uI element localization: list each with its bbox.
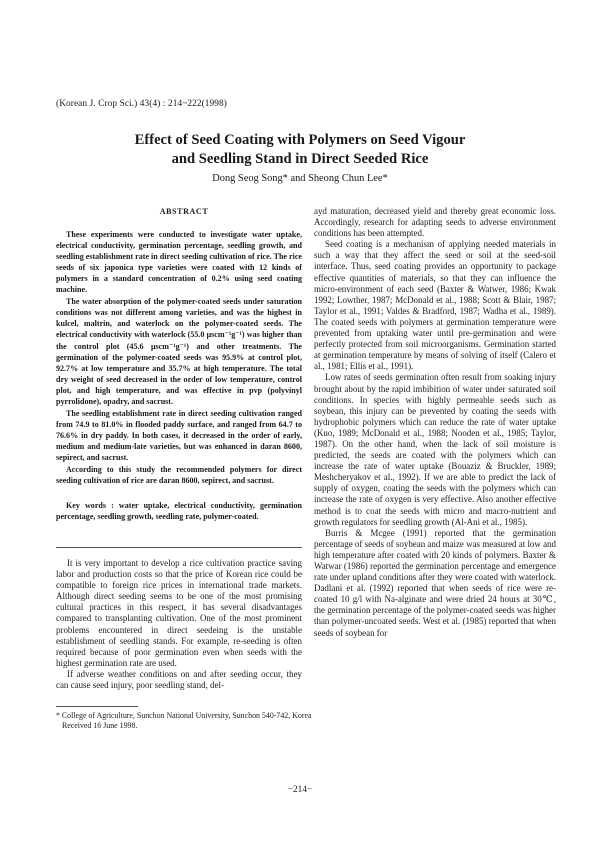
abstract-section — [56, 206, 302, 522]
body-paragraph: If adverse weather conditions on and after seeding occur, they can cause seed injury, poor seedling stand, del- — [56, 668, 302, 691]
title-line-1: Effect of Seed Coating with Polymers on Seed Vigour — [134, 132, 466, 148]
page-number: −214− — [287, 785, 313, 795]
abstract-paragraph: These experiments were conducted to investigate water uptake, electrical conductivity, germination percentage, seedling growth, and seedling establishment rate in direct seeding cultivation of rice. The rice seeds of six japonica type varieties were coated with 12 kinds of polymers in a standard concentration of 0.2% using seed coating machine. — [56, 230, 302, 295]
section-divider — [56, 547, 302, 548]
introduction-right — [314, 206, 556, 639]
journal-reference: (Korean J. Crop Sci.) 43(4) : 214~222(1998) — [56, 99, 227, 109]
body-paragraph: ayd maturation, decreased yield and thereby great economic loss. Accordingly, research for adapting seeds to adverse environment conditions has been attempted. — [314, 206, 556, 239]
footnote-divider — [56, 706, 138, 707]
abstract-paragraph: The water absorption of the polymer-coated seeds under saturation conditions was not different among varieties, and was the highest in kulcel, maltrin, and waterlock on the polymer-coated seeds. The electrical conductivity with waterlock (55.0 μscm⁻¹g⁻¹) was higher than the control plot (45.6 μscm⁻¹g⁻¹) and other treatments. The germination of the polymer-coated seeds was 95.9% at control plot, 92.7% at low temperature and 35.7% at high temperature. The total dry weight of seed decreased in the order of low temperature, control plot, and high temperature, and was effective in pvp (polyvinyl pyrrolidone), opadry, and sacrust. — [56, 297, 302, 406]
title-line-2: and Seedling Stand in Direct Seeded Rice — [171, 151, 429, 167]
paper-title — [0, 131, 600, 169]
body-paragraph: Low rates of seeds germination often result from soaking injury brought about by the rapid imbibition of water under saturated soil conditions. In species with highly permeable seeds such as soybean, this injury can be prevented by coating the seeds with hydrophobic polymers which can reduce the rate of water uptake (Kuo, 1989; McDonald et al., 1988; Nooden et al., 1985; Taylor, 1987). On the other hand, when the lack of soil moisture is predicted, the seeds are coated with the polymers which can increase the rate of water uptake (Bouaziz & Bruckler, 1989; Meshcheryakov et al., 1992). If we are able to predict the lack of supply of oxygen, coating the seeds with the polymers which can increase the rate of oxygen is very effective. Also another effective method is to coat the seeds with micro and macro-nutrient and growth regulators for seedling growth (Al-Ani et al., 1985). — [314, 372, 556, 527]
abstract-paragraph: According to this study the recommended polymers for direct seeding cultivation of rice are daran 8600, sepirect, and sacrust. — [56, 465, 302, 486]
body-paragraph: It is very important to develop a rice cultivation practice saving labor and production costs so that the price of Korean rice could be compatible to foreign rice prices in international trade markets. Although direct seeding seems to be one of the most promising cultural practices in this respect, it has several disadvantages compared to transplanting cultivation. One of the most prominent problems encountered in direct seedeing is the unstable establishment of seedling stands. For example, re-seeding is often required because of poor germination even when seeds with the highest germination rate are used. — [56, 558, 302, 668]
footnote-affiliation: * College of Agriculture, Sunchon National University, Sunchon 540-742, Korea — [56, 711, 312, 720]
introduction-left — [56, 558, 302, 691]
abstract-paragraph: The seedling establishment rate in direct seeding cultivation ranged from 74.9 to 81.0% in flooded paddy surface, and ranged from 64.7 to 76.6% in dry paddy. In both cases, it decreased in the order of early, medium and medium-late varieties, but was enhanced in daran 8600, sepirect, and sacrust. — [56, 408, 302, 462]
footnote-received: Received 16 June 1998. — [62, 721, 138, 731]
abstract-heading: ABSTRACT — [159, 207, 209, 216]
author-list: Dong Seog Song* and Sheong Chun Lee* — [212, 173, 388, 184]
keywords: Key words : water uptake, electrical conductivity, germination percentage, seedling growth, seedling rate, polymer-coated. — [56, 501, 302, 522]
body-paragraph: Burris & Mcgee (1991) reported that the germination percentage of seeds of soybean and maize was measured at low and high temperature after coated with 20 kinds of polymers. Baxter & Watwar (1986) reported the germination percentage and emergence rate under upland conditions after they were coated with waterlock. Dadlani et al. (1992) reported that when seeds of rice were re-coated 10 g/l with Na-alginate and were dried 24 hours at 30℃, the germination percentage of the polymer-coated seeds was higher than polymer-uncoated seeds. West et al. (1985) reported that when seeds of soybean for — [314, 527, 556, 638]
footnote — [56, 711, 556, 732]
body-paragraph: Seed coating is a mechanism of applying needed materials in such a way that they affect the seed or soil at the seed-soil interface. Thus, seed coating provides an opportunity to package effective quantities of materials, so that they can influence the micro-environment of each seed (Baxter & Watwer, 1986; Kwak 1992; Lowther, 1987; McDonald et al., 1988; Scott & Blair, 1987; Taylor et al., 1991; Valdes & Bradford, 1987; Wadha et al., 1989). The coated seeds with polymers at germination temperature were prevented from uptaking water until pre-germination and were perfectly protected from soil microorganisms. Germination started at germination temperature by means of solving of itself (Calero et al., 1981; Ellis et al., 1991). — [314, 239, 556, 372]
